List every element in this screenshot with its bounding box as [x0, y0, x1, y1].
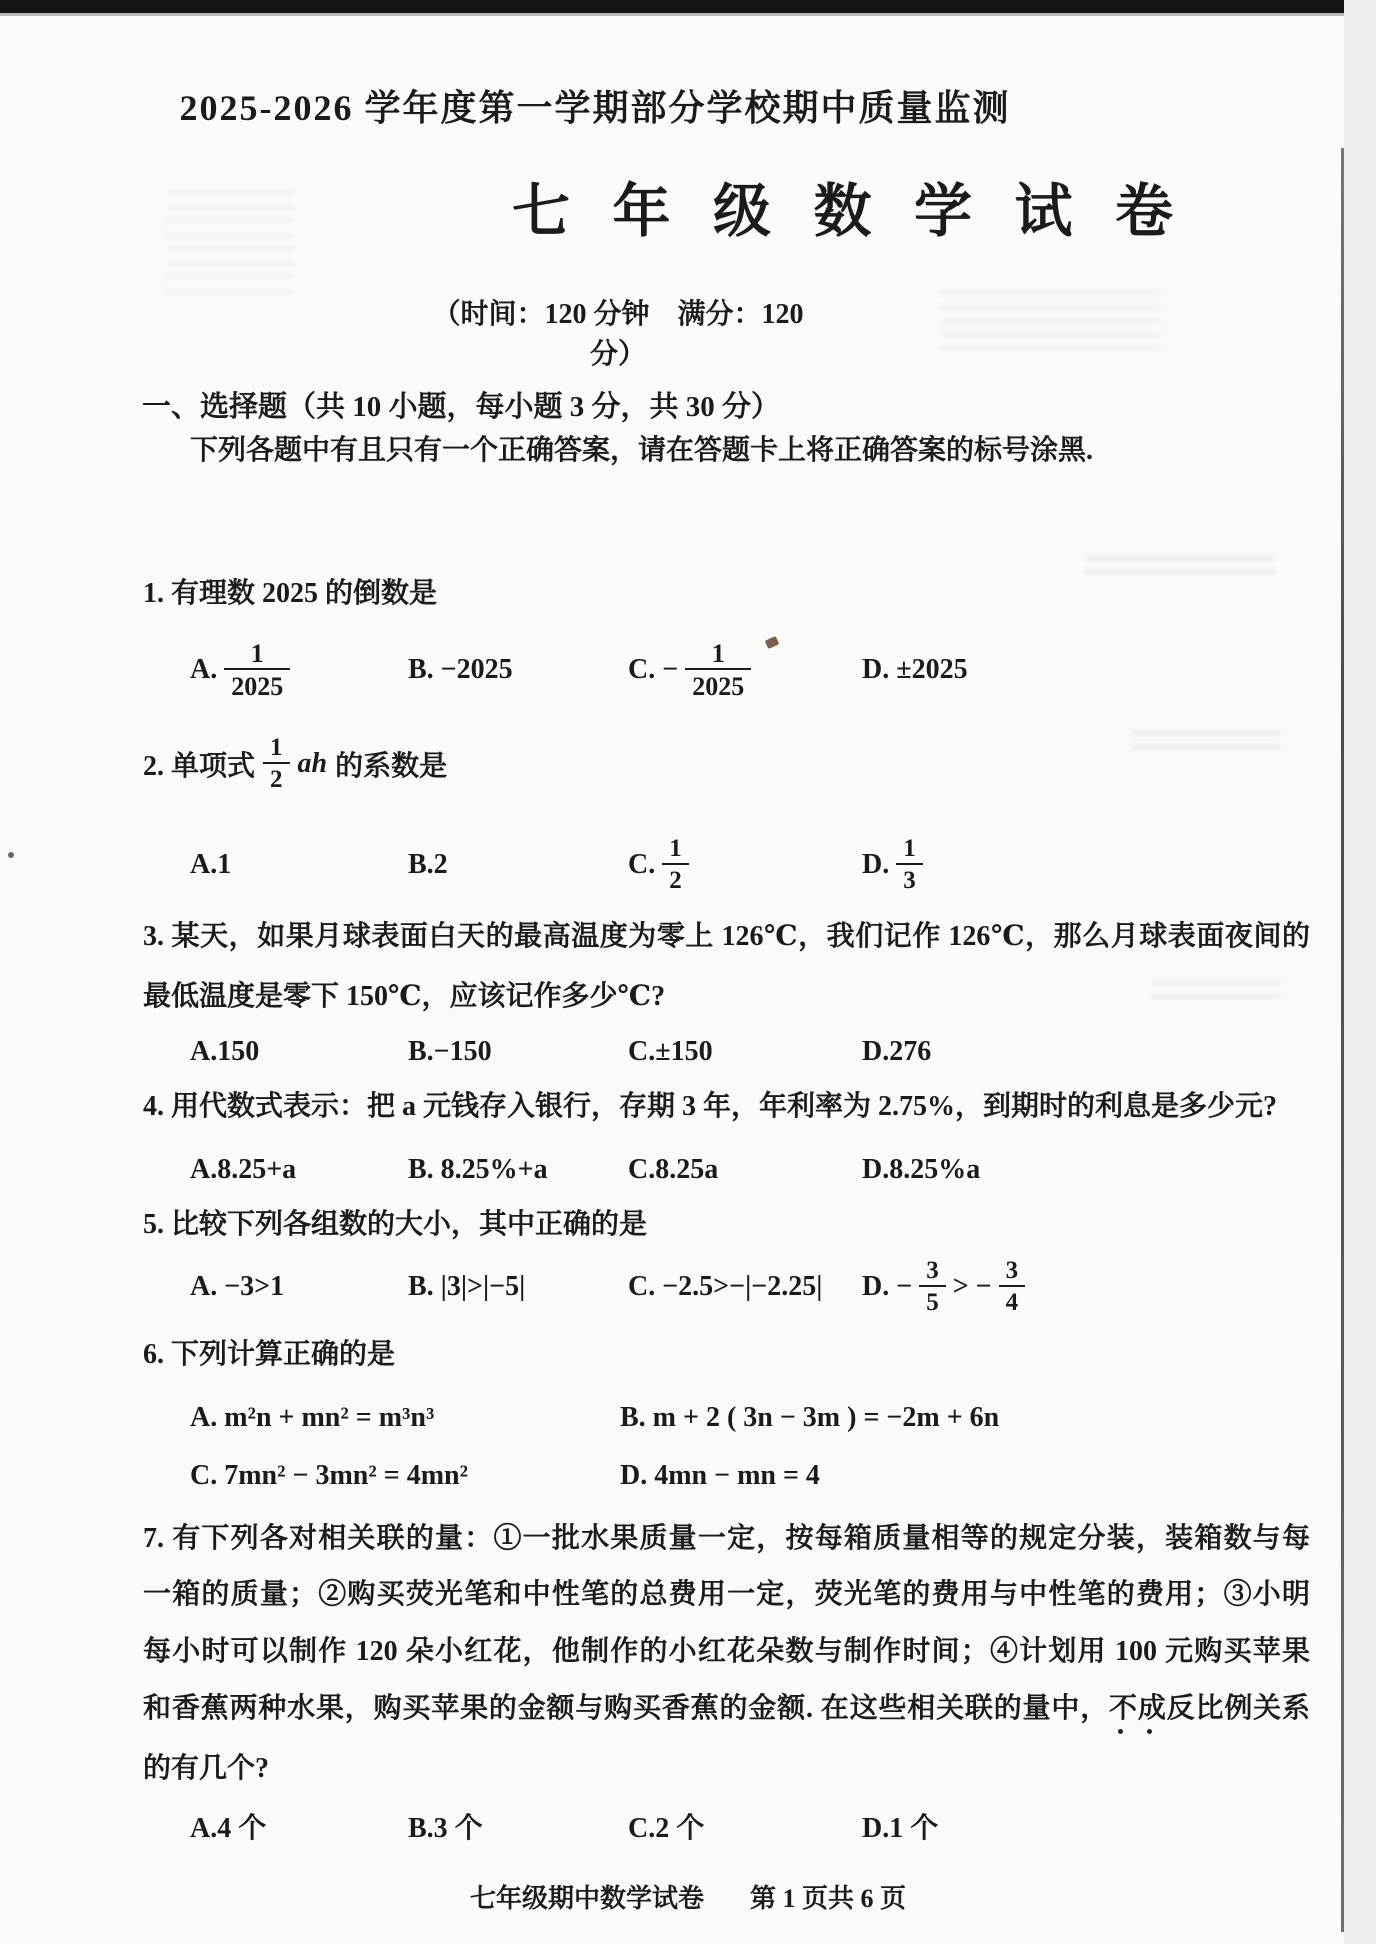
question-5-options [143, 1247, 1310, 1327]
scan-right-margin [1344, 0, 1376, 1944]
question-7-text-line4: 和香蕉两种水果，购买苹果的金额与购买香蕉的金额. 在这些相关联的量中，不成反比例关系 [143, 1693, 1310, 1724]
q1-option-c: C. − $\frac{1}{2025}$ [628, 639, 862, 701]
scan-artifact [165, 190, 295, 300]
question-7-text-line2: 一箱的质量；②购买荧光笔和中性笔的总费用一定，荧光笔的费用与中性笔的费用；③小明 [143, 1579, 1310, 1610]
question-6-options-row1 [143, 1398, 1310, 1438]
question-6-text: 6. 下列计算正确的是 [143, 1339, 396, 1370]
question-3-options [143, 1032, 1310, 1072]
q7-option-b: B.3 个 [408, 1813, 483, 1844]
q7-option-a: A.4 个 [190, 1813, 267, 1844]
q3-option-c: C.±150 [628, 1036, 713, 1067]
q4-option-b: B. 8.25%+a [408, 1154, 548, 1185]
section-instruction: 下列各题中有且只有一个正确答案，请在答题卡上将正确答案的标号涂黑. [190, 435, 1094, 466]
page-footer [470, 1878, 906, 1915]
q2-option-c: C. $\frac{1}{2}$ [628, 835, 862, 895]
q5-option-c: C. −2.5>−|−2.25| [628, 1271, 823, 1302]
q1-option-a: A. $\frac{1}{2025}$ [190, 639, 408, 701]
q6-option-d: D. 4mn − mn = 4 [620, 1460, 820, 1491]
fraction: $\frac{3}{4}$ [999, 1257, 1026, 1317]
q2-option-d: D. $\frac{1}{3}$ [862, 835, 1310, 895]
q6-option-c: C. 7mn² − 3mn² = 4mn² [190, 1460, 469, 1491]
q1-option-b: B. −2025 [408, 654, 513, 685]
question-2-text: 2. 单项式 $\frac{1}{2}$ ah 的系数是 [143, 734, 448, 793]
question-1-text: 1. 有理数 2025 的倒数是 [143, 578, 438, 609]
question-6-options-row2 [143, 1456, 1310, 1496]
question-5-text: 5. 比较下列各组数的大小，其中正确的是 [143, 1209, 648, 1240]
scan-artifact [8, 852, 14, 858]
q3-option-b: B.−150 [408, 1036, 492, 1067]
emphasized-text: 不成 [1109, 1693, 1167, 1724]
paper-title: 七 年 级 数 学 试 卷 [512, 179, 1188, 244]
question-1-options [143, 630, 1310, 710]
q3-option-a: A.150 [190, 1036, 260, 1067]
question-7-text-line1: 7. 有下列各对相关联的量：①一批水果质量一定，按每箱质量相等的规定分装，装箱数与每 [143, 1523, 1310, 1554]
q7-option-c: C.2 个 [628, 1813, 705, 1844]
q6-option-a: A. m²n + mn² = m³n³ [190, 1402, 435, 1433]
scan-artifact [940, 290, 1160, 354]
scan-artifact [1150, 980, 1280, 1004]
footer-page-number: 第 1 页共 6 页 [750, 1884, 907, 1913]
q5-option-d: D. − $\frac{3}{5}$ > − $\frac{3}{4}$ [862, 1257, 1310, 1317]
fraction: $\frac{1}{2}$ [662, 835, 689, 895]
question-4-text: 4. 用代数式表示：把 a 元钱存入银行，存期 3 年，年利率为 2.75%，到期时的利息是多少元? [143, 1091, 1278, 1122]
section-heading: 一、选择题（共 10 小题，每小题 3 分，共 30 分） [142, 391, 781, 423]
fraction: $\frac{1}{3}$ [896, 835, 923, 895]
question-3-text-line1: 3. 某天，如果月球表面白天的最高温度为零上 126℃，我们记作 126℃，那么月球表面夜间的 [143, 921, 1310, 952]
exam-meta: （时间：120 分钟 满分：120 分） [432, 299, 804, 370]
scan-artifact [1130, 730, 1280, 756]
q2-option-a: A.1 [190, 849, 232, 880]
q5-option-b: B. |3|>|−5| [408, 1271, 526, 1302]
fraction: $\frac{1}{2025}$ [685, 639, 751, 701]
scan-top-edge-shadow [0, 13, 1376, 16]
q3-option-d: D.276 [862, 1036, 932, 1067]
q7-option-d: D.1 个 [862, 1813, 939, 1844]
fraction: $\frac{1}{2}$ [263, 734, 290, 794]
q5-option-a: A. −3>1 [190, 1271, 285, 1302]
exam-session-title: 2025-2026 学年度第一学期部分学校期中质量监测 [179, 88, 1011, 128]
scan-page-edge-line [1341, 148, 1344, 1932]
q4-option-c: C.8.25a [628, 1154, 719, 1185]
question-7-text-line5: 的有几个? [143, 1753, 270, 1784]
q1-option-d: D. ±2025 [862, 654, 968, 685]
question-3-text-line2: 最低温度是零下 150℃，应该记作多少℃? [143, 981, 666, 1012]
question-7-text-line3: 每小时可以制作 120 朵小红花，他制作的小红花朵数与制作时间；④计划用 100 元购买苹果 [143, 1636, 1310, 1667]
question-4-options [143, 1150, 1310, 1190]
q2-variable: ah [297, 748, 328, 779]
q4-option-a: A.8.25+a [190, 1154, 297, 1185]
question-2-options [143, 828, 1310, 902]
scan-top-edge [0, 0, 1376, 13]
scan-artifact [1085, 555, 1275, 583]
footer-doc-title: 七年级期中数学试卷 [470, 1884, 705, 1913]
fraction: $\frac{3}{5}$ [919, 1257, 946, 1317]
q6-option-b: B. m + 2 ( 3n − 3m ) = −2m + 6n [620, 1402, 1000, 1433]
q4-option-d: D.8.25%a [862, 1154, 981, 1185]
question-7-options [143, 1806, 1310, 1846]
fraction: $\frac{1}{2025}$ [224, 639, 290, 701]
q2-option-b: B.2 [408, 849, 448, 880]
